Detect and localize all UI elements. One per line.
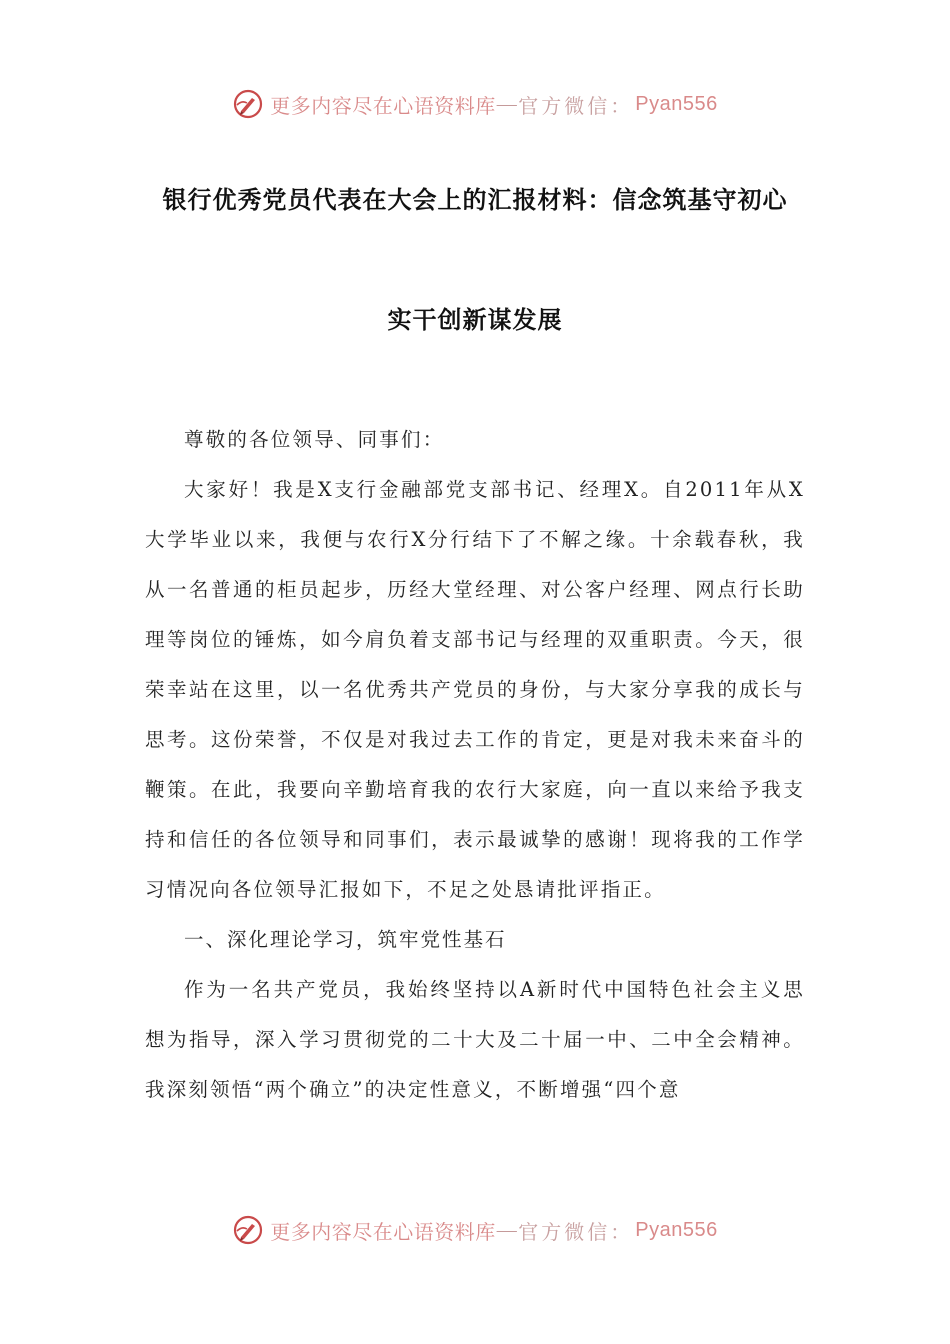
pen-logo-icon xyxy=(232,1214,264,1246)
watermark-dash: — xyxy=(496,92,518,115)
pen-logo-icon xyxy=(232,88,264,120)
salutation-paragraph: 尊敬的各位领导、同事们： xyxy=(184,428,445,451)
section-paragraph: 作为一名共产党员，我始终坚持以A新时代中国特色社会主义思想为指导，深入学习贯彻党的二十大及二十届一中、二中全会精神。我深刻领悟“两个确立”的决定性意义，不断增强“四个意 xyxy=(145,978,805,1101)
watermark-official: 官方微信： xyxy=(518,1219,634,1244)
watermark-text: 更多内容尽在心语资料库 xyxy=(270,1219,496,1244)
watermark-account: Pyan556 xyxy=(635,92,718,115)
watermark-account: Pyan556 xyxy=(635,1218,718,1241)
watermark-text: 更多内容尽在心语资料库 xyxy=(270,93,496,118)
watermark-dash: — xyxy=(496,1218,518,1241)
header-watermark xyxy=(0,84,950,124)
intro-paragraph: 大家好！我是X支行金融部党支部书记、经理X。自2011年从X大学毕业以来，我便与农行X分行结下了不解之缘。十余载春秋，我从一名普通的柜员起步，历经大堂经理、对公客户经理、网点行长助理等岗位的锤炼，如今肩负着支部书记与经理的双重职责。今天，很荣幸站在这里，以一名优秀共产党员的身份，与大家分享我的成长与思考。这份荣誉，不仅是对我过去工作的肯定，更是对我未来奋斗的鞭策。在此，我要向辛勤培育我的农行大家庭，向一直以来给予我支持和信任的各位领导和同事们，表示最诚挚的感谢！现将我的工作学习情况向各位领导汇报如下，不足之处恳请批评指正。 xyxy=(145,478,805,901)
document-title-line2: 实干创新谋发展 xyxy=(387,305,563,334)
document-title-line1: 银行优秀党员代表在大会上的汇报材料：信念筑基守初心 xyxy=(162,185,788,214)
footer-watermark xyxy=(0,1210,950,1250)
watermark-official: 官方微信： xyxy=(518,93,634,118)
section-heading: 一、深化理论学习，筑牢党性基石 xyxy=(184,928,507,951)
document-body xyxy=(145,415,805,1115)
